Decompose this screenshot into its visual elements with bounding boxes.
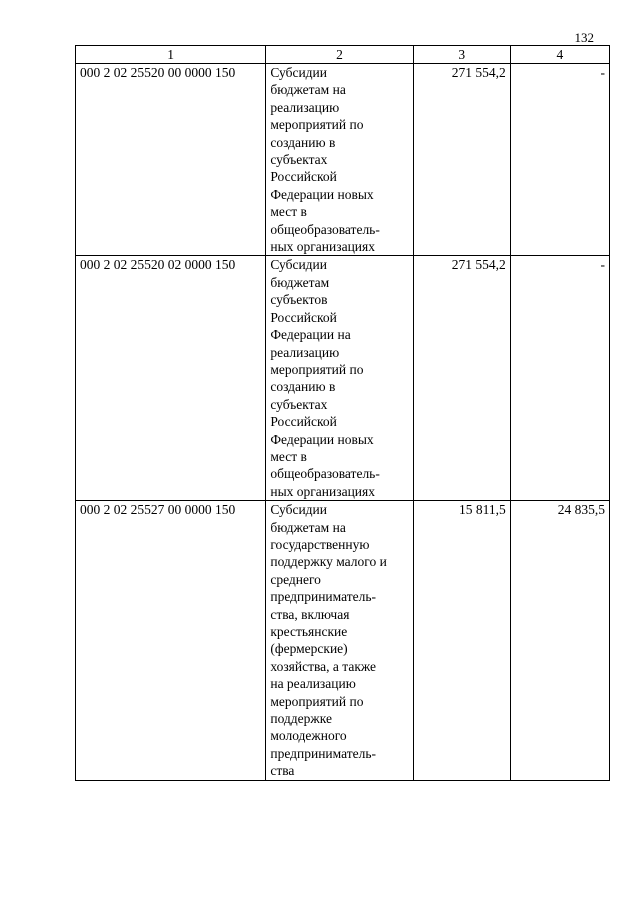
row-value-col3: 15 811,5	[413, 501, 510, 781]
row-value-col4: 24 835,5	[510, 501, 609, 781]
row-code: 000 2 02 25520 00 0000 150	[76, 64, 266, 256]
table-row	[76, 256, 610, 501]
column-header-3: 3	[413, 46, 510, 64]
row-value-col3: 271 554,2	[413, 64, 510, 256]
row-description: Субсидии бюджетам на реализацию мероприятий по созданию в субъектах Российской Федерации новых мест в общеобразователь- ных организациях	[266, 64, 413, 256]
budget-table	[75, 45, 610, 781]
column-header-2: 2	[266, 46, 413, 64]
table-row	[76, 501, 610, 781]
header-row	[76, 46, 610, 64]
row-value-col4: -	[510, 256, 609, 501]
table-row	[76, 64, 610, 256]
row-code: 000 2 02 25520 02 0000 150	[76, 256, 266, 501]
row-description: Субсидии бюджетам на государственную поддержку малого и среднего предприниматель- ства, включая крестьянские (фермерские) хозяйства, а также на реализацию мероприятий по поддержке молодежного предприниматель- ства	[266, 501, 413, 781]
page-number: 132	[574, 30, 594, 45]
column-header-4: 4	[510, 46, 609, 64]
row-description: Субсидии бюджетам субъектов Российской Федерации на реализацию мероприятий по созданию в субъектах Российской Федерации новых мест в общеобразователь- ных организациях	[266, 256, 413, 501]
row-value-col4: -	[510, 64, 609, 256]
column-header-1: 1	[76, 46, 266, 64]
row-value-col3: 271 554,2	[413, 256, 510, 501]
row-code: 000 2 02 25527 00 0000 150	[76, 501, 266, 781]
